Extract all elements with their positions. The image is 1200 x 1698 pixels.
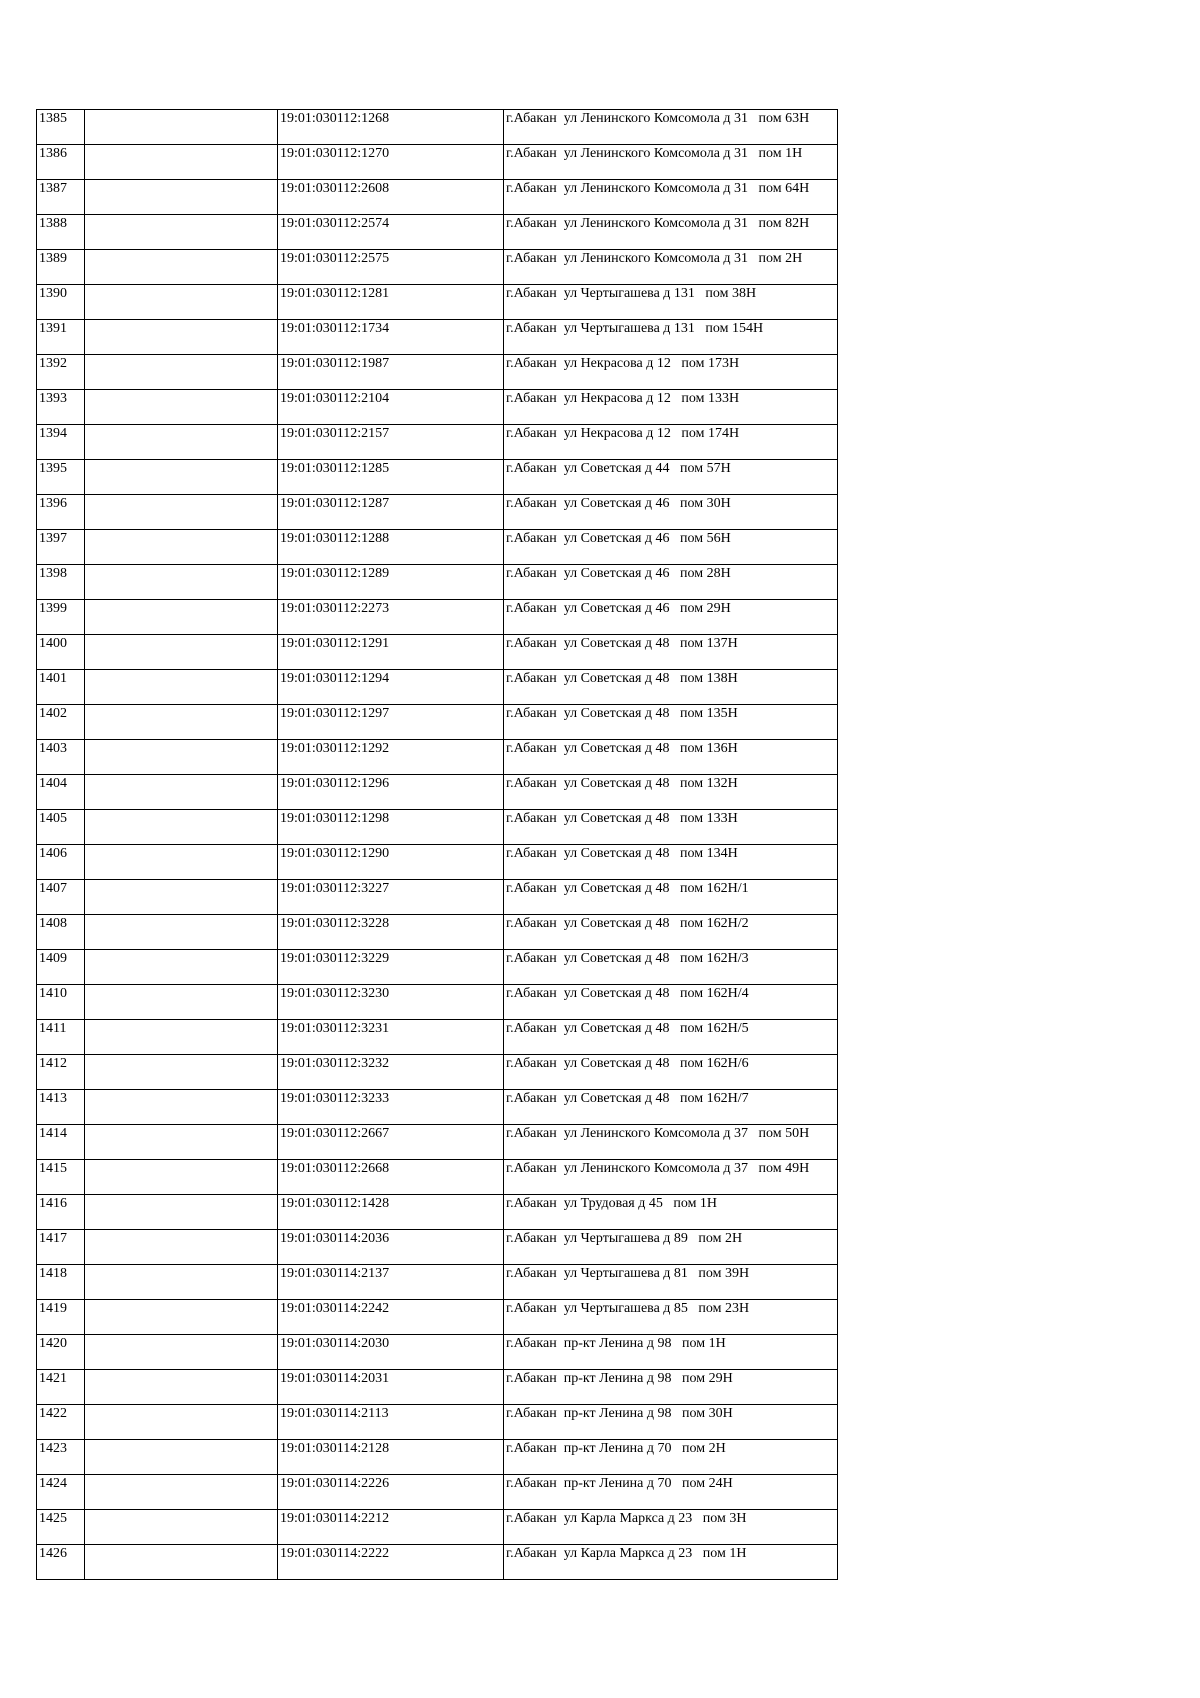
table-row [37, 110, 838, 145]
address-cell: г.Абакан ул Советская д 48 пом 162Н/7 [504, 1090, 838, 1125]
row-number-cell: 1405 [37, 810, 85, 845]
row-number-cell: 1422 [37, 1405, 85, 1440]
cadastral-number-cell: 19:01:030114:2242 [278, 1300, 504, 1335]
cadastral-number-cell: 19:01:030112:1296 [278, 775, 504, 810]
address-cell: г.Абакан ул Советская д 48 пом 136Н [504, 740, 838, 775]
table-row [37, 565, 838, 600]
row-number-cell: 1416 [37, 1195, 85, 1230]
row-number-cell: 1399 [37, 600, 85, 635]
row-number-cell: 1419 [37, 1300, 85, 1335]
cadastral-number-cell: 19:01:030112:1734 [278, 320, 504, 355]
address-cell: г.Абакан пр-кт Ленина д 98 пом 29Н [504, 1370, 838, 1405]
table-row [37, 1020, 838, 1055]
address-cell: г.Абакан ул Трудовая д 45 пом 1Н [504, 1195, 838, 1230]
address-cell: г.Абакан ул Чертыгашева д 89 пом 2Н [504, 1230, 838, 1265]
cadastral-number-cell: 19:01:030112:1428 [278, 1195, 504, 1230]
cadastral-number-cell: 19:01:030112:1297 [278, 705, 504, 740]
owner-cell [85, 1230, 278, 1265]
address-cell: г.Абакан ул Советская д 48 пом 162Н/4 [504, 985, 838, 1020]
table-row [37, 1335, 838, 1370]
cadastral-number-cell: 19:01:030112:3229 [278, 950, 504, 985]
owner-cell [85, 1300, 278, 1335]
address-cell: г.Абакан ул Ленинского Комсомола д 37 пом 49Н [504, 1160, 838, 1195]
cadastral-number-cell: 19:01:030112:2668 [278, 1160, 504, 1195]
cadastral-number-cell: 19:01:030114:2222 [278, 1545, 504, 1580]
owner-cell [85, 705, 278, 740]
cadastral-number-cell: 19:01:030112:2104 [278, 390, 504, 425]
cadastral-number-cell: 19:01:030112:1294 [278, 670, 504, 705]
table-row [37, 1440, 838, 1475]
address-cell: г.Абакан ул Советская д 48 пом 133Н [504, 810, 838, 845]
owner-cell [85, 460, 278, 495]
address-cell: г.Абакан пр-кт Ленина д 70 пом 24Н [504, 1475, 838, 1510]
row-number-cell: 1397 [37, 530, 85, 565]
address-cell: г.Абакан ул Советская д 48 пом 134Н [504, 845, 838, 880]
owner-cell [85, 1545, 278, 1580]
owner-cell [85, 880, 278, 915]
address-cell: г.Абакан ул Советская д 48 пом 137Н [504, 635, 838, 670]
cadastral-number-cell: 19:01:030112:1987 [278, 355, 504, 390]
address-cell: г.Абакан ул Ленинского Комсомола д 31 пом 82Н [504, 215, 838, 250]
owner-cell [85, 1475, 278, 1510]
row-number-cell: 1413 [37, 1090, 85, 1125]
table-row [37, 1125, 838, 1160]
cadastral-number-cell: 19:01:030112:3231 [278, 1020, 504, 1055]
table-row [37, 145, 838, 180]
row-number-cell: 1415 [37, 1160, 85, 1195]
owner-cell [85, 215, 278, 250]
row-number-cell: 1385 [37, 110, 85, 145]
address-cell: г.Абакан пр-кт Ленина д 98 пом 1Н [504, 1335, 838, 1370]
cadastral-number-cell: 19:01:030112:1270 [278, 145, 504, 180]
property-register-table [36, 109, 838, 1580]
cadastral-number-cell: 19:01:030112:1292 [278, 740, 504, 775]
owner-cell [85, 810, 278, 845]
table-row [37, 1265, 838, 1300]
cadastral-number-cell: 19:01:030112:1298 [278, 810, 504, 845]
address-cell: г.Абакан пр-кт Ленина д 98 пом 30Н [504, 1405, 838, 1440]
owner-cell [85, 1335, 278, 1370]
owner-cell [85, 425, 278, 460]
cadastral-number-cell: 19:01:030112:1281 [278, 285, 504, 320]
row-number-cell: 1389 [37, 250, 85, 285]
table-row [37, 180, 838, 215]
table-row [37, 1405, 838, 1440]
owner-cell [85, 985, 278, 1020]
owner-cell [85, 1370, 278, 1405]
address-cell: г.Абакан ул Карла Маркса д 23 пом 1Н [504, 1545, 838, 1580]
row-number-cell: 1425 [37, 1510, 85, 1545]
table-row [37, 1475, 838, 1510]
owner-cell [85, 320, 278, 355]
table-row [37, 775, 838, 810]
table-row [37, 530, 838, 565]
table-row [37, 285, 838, 320]
row-number-cell: 1395 [37, 460, 85, 495]
address-cell: г.Абакан ул Советская д 48 пом 162Н/5 [504, 1020, 838, 1055]
cadastral-number-cell: 19:01:030112:3232 [278, 1055, 504, 1090]
row-number-cell: 1417 [37, 1230, 85, 1265]
table-row [37, 460, 838, 495]
table-row [37, 320, 838, 355]
cadastral-number-cell: 19:01:030114:2226 [278, 1475, 504, 1510]
row-number-cell: 1404 [37, 775, 85, 810]
owner-cell [85, 110, 278, 145]
owner-cell [85, 845, 278, 880]
row-number-cell: 1412 [37, 1055, 85, 1090]
address-cell: г.Абакан ул Ленинского Комсомола д 31 пом 64Н [504, 180, 838, 215]
address-cell: г.Абакан ул Советская д 48 пом 162Н/2 [504, 915, 838, 950]
row-number-cell: 1394 [37, 425, 85, 460]
row-number-cell: 1398 [37, 565, 85, 600]
row-number-cell: 1386 [37, 145, 85, 180]
cadastral-number-cell: 19:01:030112:2575 [278, 250, 504, 285]
owner-cell [85, 635, 278, 670]
cadastral-number-cell: 19:01:030112:3230 [278, 985, 504, 1020]
address-cell: г.Абакан ул Ленинского Комсомола д 31 пом 2Н [504, 250, 838, 285]
address-cell: г.Абакан ул Некрасова д 12 пом 133Н [504, 390, 838, 425]
cadastral-number-cell: 19:01:030112:2667 [278, 1125, 504, 1160]
owner-cell [85, 1195, 278, 1230]
cadastral-number-cell: 19:01:030114:2137 [278, 1265, 504, 1300]
row-number-cell: 1421 [37, 1370, 85, 1405]
table-row [37, 495, 838, 530]
table-row [37, 215, 838, 250]
row-number-cell: 1392 [37, 355, 85, 390]
cadastral-number-cell: 19:01:030114:2030 [278, 1335, 504, 1370]
owner-cell [85, 565, 278, 600]
cadastral-number-cell: 19:01:030112:1289 [278, 565, 504, 600]
address-cell: г.Абакан ул Чертыгашева д 131 пом 154Н [504, 320, 838, 355]
table-row [37, 1055, 838, 1090]
owner-cell [85, 145, 278, 180]
cadastral-number-cell: 19:01:030112:3228 [278, 915, 504, 950]
address-cell: г.Абакан ул Советская д 48 пом 162Н/3 [504, 950, 838, 985]
table-row [37, 1160, 838, 1195]
owner-cell [85, 390, 278, 425]
cadastral-number-cell: 19:01:030112:2608 [278, 180, 504, 215]
table-row [37, 355, 838, 390]
cadastral-number-cell: 19:01:030112:1290 [278, 845, 504, 880]
cadastral-number-cell: 19:01:030112:3227 [278, 880, 504, 915]
row-number-cell: 1400 [37, 635, 85, 670]
row-number-cell: 1396 [37, 495, 85, 530]
cadastral-number-cell: 19:01:030114:2113 [278, 1405, 504, 1440]
cadastral-number-cell: 19:01:030112:2273 [278, 600, 504, 635]
table-row [37, 1510, 838, 1545]
address-cell: г.Абакан ул Советская д 48 пом 162Н/6 [504, 1055, 838, 1090]
table-row [37, 1370, 838, 1405]
table-row [37, 390, 838, 425]
row-number-cell: 1407 [37, 880, 85, 915]
owner-cell [85, 495, 278, 530]
address-cell: г.Абакан ул Некрасова д 12 пом 174Н [504, 425, 838, 460]
cadastral-number-cell: 19:01:030112:2157 [278, 425, 504, 460]
owner-cell [85, 1440, 278, 1475]
register-body [37, 110, 838, 1580]
row-number-cell: 1408 [37, 915, 85, 950]
row-number-cell: 1414 [37, 1125, 85, 1160]
table-row [37, 810, 838, 845]
table-row [37, 1230, 838, 1265]
owner-cell [85, 355, 278, 390]
row-number-cell: 1388 [37, 215, 85, 250]
owner-cell [85, 1265, 278, 1300]
table-row [37, 705, 838, 740]
table-row [37, 880, 838, 915]
table-row [37, 845, 838, 880]
table-row [37, 950, 838, 985]
owner-cell [85, 600, 278, 635]
address-cell: г.Абакан ул Карла Маркса д 23 пом 3Н [504, 1510, 838, 1545]
owner-cell [85, 1090, 278, 1125]
row-number-cell: 1420 [37, 1335, 85, 1370]
address-cell: г.Абакан ул Советская д 48 пом 138Н [504, 670, 838, 705]
cadastral-number-cell: 19:01:030114:2031 [278, 1370, 504, 1405]
table-row [37, 425, 838, 460]
address-cell: г.Абакан ул Чертыгашева д 131 пом 38Н [504, 285, 838, 320]
owner-cell [85, 740, 278, 775]
row-number-cell: 1393 [37, 390, 85, 425]
address-cell: г.Абакан ул Советская д 46 пом 28Н [504, 565, 838, 600]
address-cell: г.Абакан ул Советская д 46 пом 29Н [504, 600, 838, 635]
row-number-cell: 1387 [37, 180, 85, 215]
owner-cell [85, 180, 278, 215]
table-row [37, 1090, 838, 1125]
owner-cell [85, 775, 278, 810]
owner-cell [85, 530, 278, 565]
cadastral-number-cell: 19:01:030112:1268 [278, 110, 504, 145]
row-number-cell: 1403 [37, 740, 85, 775]
owner-cell [85, 1405, 278, 1440]
table-row [37, 1195, 838, 1230]
cadastral-number-cell: 19:01:030112:2574 [278, 215, 504, 250]
address-cell: г.Абакан ул Чертыгашева д 85 пом 23Н [504, 1300, 838, 1335]
cadastral-number-cell: 19:01:030114:2036 [278, 1230, 504, 1265]
row-number-cell: 1390 [37, 285, 85, 320]
owner-cell [85, 950, 278, 985]
cadastral-number-cell: 19:01:030114:2212 [278, 1510, 504, 1545]
table-row [37, 740, 838, 775]
table-row [37, 635, 838, 670]
cadastral-number-cell: 19:01:030114:2128 [278, 1440, 504, 1475]
address-cell: г.Абакан ул Некрасова д 12 пом 173Н [504, 355, 838, 390]
address-cell: г.Абакан ул Советская д 46 пом 56Н [504, 530, 838, 565]
cadastral-number-cell: 19:01:030112:1288 [278, 530, 504, 565]
cadastral-number-cell: 19:01:030112:1287 [278, 495, 504, 530]
row-number-cell: 1426 [37, 1545, 85, 1580]
owner-cell [85, 285, 278, 320]
cadastral-number-cell: 19:01:030112:3233 [278, 1090, 504, 1125]
address-cell: г.Абакан ул Советская д 48 пом 135Н [504, 705, 838, 740]
owner-cell [85, 1160, 278, 1195]
address-cell: г.Абакан ул Ленинского Комсомола д 31 пом 63Н [504, 110, 838, 145]
address-cell: г.Абакан пр-кт Ленина д 70 пом 2Н [504, 1440, 838, 1475]
row-number-cell: 1423 [37, 1440, 85, 1475]
row-number-cell: 1410 [37, 985, 85, 1020]
row-number-cell: 1411 [37, 1020, 85, 1055]
row-number-cell: 1409 [37, 950, 85, 985]
row-number-cell: 1406 [37, 845, 85, 880]
address-cell: г.Абакан ул Чертыгашева д 81 пом 39Н [504, 1265, 838, 1300]
row-number-cell: 1402 [37, 705, 85, 740]
table-row [37, 985, 838, 1020]
owner-cell [85, 1055, 278, 1090]
table-row [37, 1545, 838, 1580]
row-number-cell: 1424 [37, 1475, 85, 1510]
owner-cell [85, 670, 278, 705]
owner-cell [85, 250, 278, 285]
owner-cell [85, 1020, 278, 1055]
owner-cell [85, 915, 278, 950]
table-row [37, 670, 838, 705]
address-cell: г.Абакан ул Советская д 48 пом 162Н/1 [504, 880, 838, 915]
owner-cell [85, 1510, 278, 1545]
address-cell: г.Абакан ул Советская д 46 пом 30Н [504, 495, 838, 530]
address-cell: г.Абакан ул Советская д 48 пом 132Н [504, 775, 838, 810]
table-row [37, 915, 838, 950]
table-row [37, 600, 838, 635]
row-number-cell: 1401 [37, 670, 85, 705]
row-number-cell: 1418 [37, 1265, 85, 1300]
address-cell: г.Абакан ул Ленинского Комсомола д 37 пом 50Н [504, 1125, 838, 1160]
cadastral-number-cell: 19:01:030112:1291 [278, 635, 504, 670]
table-row [37, 250, 838, 285]
table-row [37, 1300, 838, 1335]
owner-cell [85, 1125, 278, 1160]
address-cell: г.Абакан ул Советская д 44 пом 57Н [504, 460, 838, 495]
row-number-cell: 1391 [37, 320, 85, 355]
cadastral-number-cell: 19:01:030112:1285 [278, 460, 504, 495]
address-cell: г.Абакан ул Ленинского Комсомола д 31 пом 1Н [504, 145, 838, 180]
